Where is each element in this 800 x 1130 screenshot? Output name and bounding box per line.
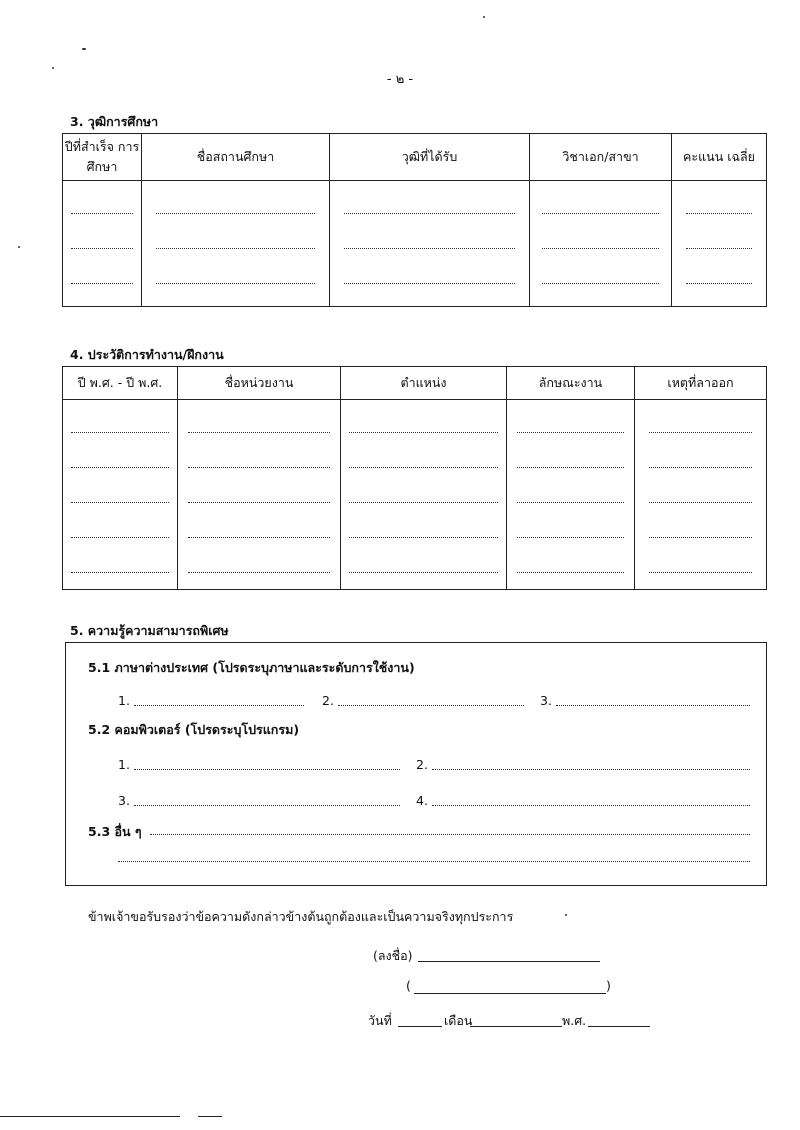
fill-blank[interactable] bbox=[517, 414, 624, 433]
education-table bbox=[62, 133, 767, 307]
fill-blank[interactable] bbox=[649, 554, 752, 573]
scan-speck bbox=[82, 48, 86, 50]
work-col-job-nature: ลักษณะงาน bbox=[507, 367, 635, 400]
language-blank-3[interactable] bbox=[556, 704, 750, 706]
fill-blank[interactable] bbox=[517, 554, 624, 573]
computer-item-4: 4. bbox=[416, 793, 428, 808]
scan-speck bbox=[483, 16, 485, 18]
name-paren-close: ) bbox=[606, 978, 611, 993]
scan-edge-mark bbox=[0, 1115, 180, 1117]
fill-blank[interactable] bbox=[71, 195, 133, 214]
day-label: วันที่ bbox=[368, 1013, 392, 1028]
fill-blank[interactable] bbox=[188, 484, 330, 503]
fill-blank[interactable] bbox=[71, 484, 169, 503]
education-cell bbox=[142, 181, 330, 307]
fill-blank[interactable] bbox=[344, 265, 515, 284]
computer-blank-2[interactable] bbox=[432, 768, 750, 770]
work-col-years: ปี พ.ศ. - ปี พ.ศ. bbox=[63, 367, 178, 400]
scan-speck bbox=[18, 246, 20, 248]
fill-blank[interactable] bbox=[344, 230, 515, 249]
work-col-organization: ชื่อหน่วยงาน bbox=[178, 367, 341, 400]
name-paren-open: ( bbox=[406, 978, 411, 993]
fill-blank[interactable] bbox=[649, 414, 752, 433]
work-cell bbox=[341, 400, 507, 590]
fill-blank[interactable] bbox=[156, 230, 315, 249]
fill-blank[interactable] bbox=[349, 484, 498, 503]
education-col-degree: วุฒิที่ได้รับ bbox=[330, 134, 530, 181]
page-number: - ๒ - bbox=[386, 72, 414, 87]
work-table bbox=[62, 366, 767, 590]
year-label: พ.ศ. bbox=[562, 1013, 587, 1028]
fill-blank[interactable] bbox=[686, 230, 752, 249]
fill-blank[interactable] bbox=[71, 519, 169, 538]
computer-item-1: 1. bbox=[118, 757, 130, 772]
computer-blank-4[interactable] bbox=[432, 804, 750, 806]
fill-blank[interactable] bbox=[542, 230, 659, 249]
computer-label: 5.2 คอมพิวเตอร์ (โปรดระบุโปรแกรม) bbox=[88, 722, 300, 737]
fill-blank[interactable] bbox=[349, 449, 498, 468]
work-col-position: ตำแหน่ง bbox=[341, 367, 507, 400]
fill-blank[interactable] bbox=[349, 519, 498, 538]
language-item-3: 3. bbox=[540, 693, 552, 708]
signature-label: (ลงชื่อ) bbox=[373, 948, 413, 963]
month-line[interactable] bbox=[470, 1025, 562, 1027]
work-col-leave-reason: เหตุที่ลาออก bbox=[635, 367, 767, 400]
day-line[interactable] bbox=[398, 1025, 442, 1027]
fill-blank[interactable] bbox=[686, 195, 752, 214]
other-blank-1[interactable] bbox=[150, 833, 750, 835]
fill-blank[interactable] bbox=[188, 414, 330, 433]
other-blank-2[interactable] bbox=[118, 860, 750, 862]
education-heading: 3. วุฒิการศึกษา bbox=[70, 114, 159, 129]
fill-blank[interactable] bbox=[188, 519, 330, 538]
month-label: เดือน bbox=[444, 1013, 473, 1028]
work-cell bbox=[63, 400, 178, 590]
fill-blank[interactable] bbox=[542, 265, 659, 284]
work-cell bbox=[635, 400, 767, 590]
fill-blank[interactable] bbox=[188, 554, 330, 573]
education-cell bbox=[63, 181, 142, 307]
fill-blank[interactable] bbox=[344, 195, 515, 214]
language-label: 5.1 ภาษาต่างประเทศ (โปรดระบุภาษาและระดับการใช้งาน) bbox=[88, 660, 415, 675]
education-cell bbox=[530, 181, 672, 307]
printed-name-line[interactable] bbox=[414, 992, 606, 994]
computer-blank-1[interactable] bbox=[134, 768, 400, 770]
signature-line[interactable] bbox=[418, 960, 600, 962]
fill-blank[interactable] bbox=[349, 414, 498, 433]
education-cell bbox=[330, 181, 530, 307]
language-item-2: 2. bbox=[322, 693, 334, 708]
fill-blank[interactable] bbox=[542, 195, 659, 214]
fill-blank[interactable] bbox=[71, 230, 133, 249]
education-col-major: วิชาเอก/สาขา bbox=[530, 134, 672, 181]
education-col-year: ปีที่สำเร็จ การศึกษา bbox=[63, 134, 142, 181]
language-blank-1[interactable] bbox=[134, 704, 304, 706]
education-cell bbox=[672, 181, 767, 307]
education-col-school: ชื่อสถานศึกษา bbox=[142, 134, 330, 181]
work-heading: 4. ประวัติการทำงาน/ฝึกงาน bbox=[70, 347, 224, 362]
fill-blank[interactable] bbox=[517, 519, 624, 538]
scan-speck bbox=[52, 67, 54, 69]
computer-item-2: 2. bbox=[416, 757, 428, 772]
certification-statement: ข้าพเจ้าขอรับรองว่าข้อความดังกล่าวข้างต้นถูกต้องและเป็นความจริงทุกประการ bbox=[88, 909, 514, 924]
fill-blank[interactable] bbox=[156, 195, 315, 214]
language-item-1: 1. bbox=[118, 693, 130, 708]
fill-blank[interactable] bbox=[686, 265, 752, 284]
fill-blank[interactable] bbox=[71, 554, 169, 573]
skills-heading: 5. ความรู้ความสามารถพิเศษ bbox=[70, 623, 229, 638]
fill-blank[interactable] bbox=[649, 519, 752, 538]
fill-blank[interactable] bbox=[517, 449, 624, 468]
work-cell bbox=[507, 400, 635, 590]
computer-item-3: 3. bbox=[118, 793, 130, 808]
fill-blank[interactable] bbox=[156, 265, 315, 284]
fill-blank[interactable] bbox=[649, 484, 752, 503]
year-line[interactable] bbox=[588, 1025, 650, 1027]
fill-blank[interactable] bbox=[71, 414, 169, 433]
other-label: 5.3 อื่น ๆ bbox=[88, 824, 142, 839]
work-cell bbox=[178, 400, 341, 590]
fill-blank[interactable] bbox=[71, 449, 169, 468]
scan-edge-mark bbox=[198, 1115, 222, 1117]
fill-blank[interactable] bbox=[649, 449, 752, 468]
scan-speck bbox=[565, 914, 567, 916]
fill-blank[interactable] bbox=[517, 484, 624, 503]
computer-blank-3[interactable] bbox=[134, 804, 400, 806]
language-blank-2[interactable] bbox=[338, 704, 524, 706]
fill-blank[interactable] bbox=[349, 554, 498, 573]
fill-blank[interactable] bbox=[71, 265, 133, 284]
education-col-gpa: คะแนน เฉลี่ย bbox=[672, 134, 767, 181]
fill-blank[interactable] bbox=[188, 449, 330, 468]
